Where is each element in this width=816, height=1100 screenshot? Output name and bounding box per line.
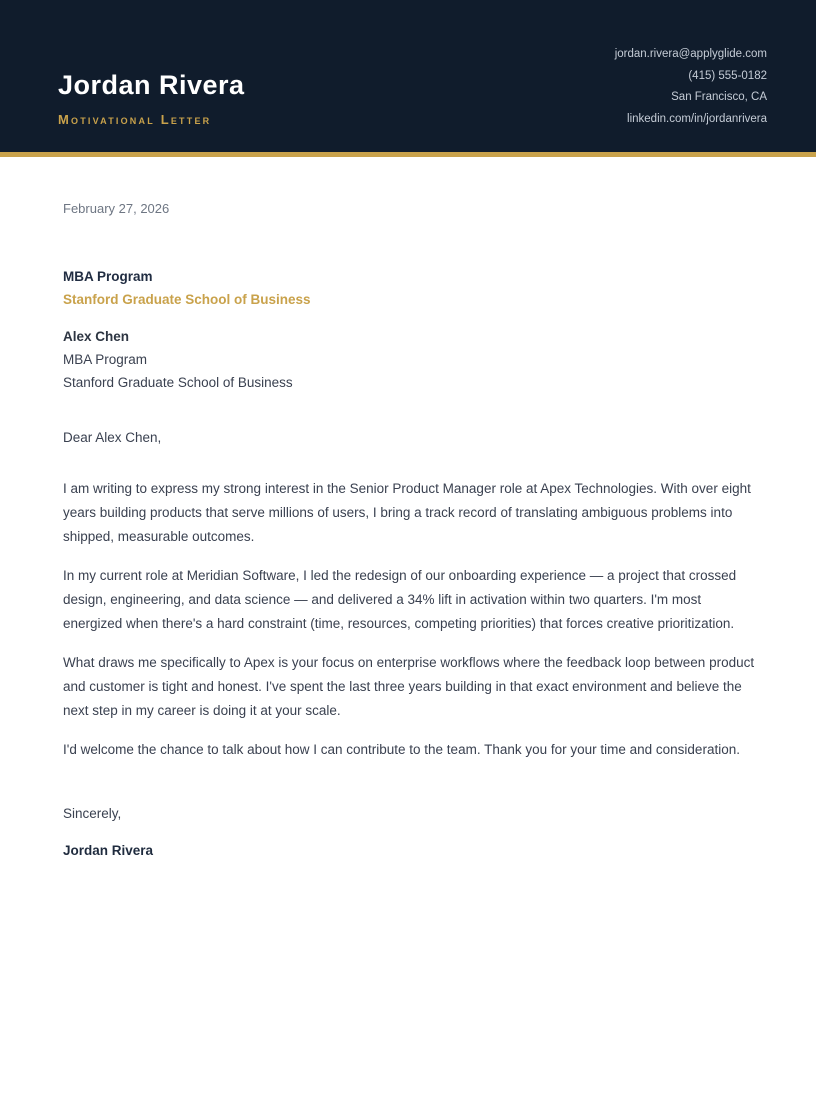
letter-paragraph-2: In my current role at Meridian Software, I led the redesign of our onboarding experience — a project that crossed design, engineering, and data science — and delivered a 34% lift in activation within two quarters. I'm most energized when there's a hard constraint (time, resources, competing priorities) that forces creative prioritization. <box>63 568 737 631</box>
recipient-organization <box>63 265 763 311</box>
contact-location: San Francisco, CA <box>671 91 767 103</box>
letter-body <box>0 157 816 863</box>
header-identity <box>58 0 245 127</box>
contact-info <box>615 0 767 130</box>
recipient-address <box>63 325 763 394</box>
recipient-program: MBA Program <box>63 352 148 367</box>
letter-paragraph-1: I am writing to express my strong interest in the Senior Product Manager role at Apex Technologies. With over eight years building products that serve millions of users, I bring a track record of translating ambiguous problems into shipped, measurable outcomes. <box>63 481 751 544</box>
letter-date: February 27, 2026 <box>63 201 170 216</box>
contact-linkedin: linkedin.com/in/jordanrivera <box>627 112 767 125</box>
author-name: Jordan Rivera <box>58 70 245 100</box>
letter-paragraph-4: I'd welcome the chance to talk about how I can contribute to the team. Thank you for your time and consideration. <box>63 742 740 757</box>
signature-name: Jordan Rivera <box>63 843 154 858</box>
document-subtitle: Motivational Letter <box>58 111 212 127</box>
closing: Sincerely, <box>63 806 122 821</box>
contact-phone: (415) 555-0182 <box>688 69 767 82</box>
contact-email: jordan.rivera@applyglide.com <box>614 48 767 60</box>
letter-header <box>0 0 816 157</box>
recipient-school: Stanford Graduate School of Business <box>63 375 293 390</box>
salutation: Dear Alex Chen, <box>63 430 162 445</box>
letter-paragraph-3: What draws me specifically to Apex is your focus on enterprise workflows where the feedback loop between product and customer is tight and honest. I've spent the last three years building in that exact environment and believe the next step in my career is doing it at your scale. <box>63 655 755 718</box>
recipient-name: Alex Chen <box>63 329 130 344</box>
recipient-org-title: MBA Program <box>63 269 153 284</box>
recipient-org-name: Stanford Graduate School of Business <box>63 292 311 307</box>
